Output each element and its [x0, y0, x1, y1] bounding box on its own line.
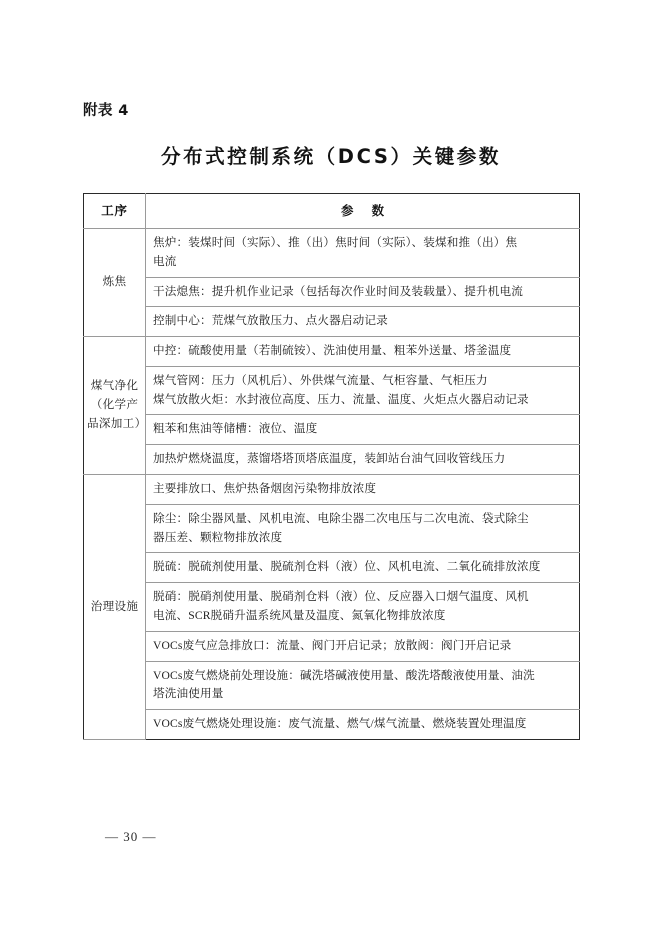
parameter-text-line: 煤气放散火炬：水封液位高度、压力、流量、温度、火炬点火器启动记录: [153, 392, 529, 406]
parameter-cell: [146, 661, 580, 710]
table-row: [84, 277, 580, 307]
parameter-cell: [146, 475, 580, 505]
process-label-line: 品深加工）: [87, 416, 147, 430]
table-head: [84, 194, 580, 229]
parameter-text-line: 脱硝：脱硝剂使用量、脱硝剂仓料（液）位、反应器入口烟气温度、风机: [153, 590, 529, 604]
process-label-line: 炼焦: [102, 275, 127, 289]
page-title: 分布式控制系统（DCS）关键参数: [160, 145, 501, 168]
table-row: [84, 583, 580, 632]
process-label-line: 治理设施: [90, 599, 139, 613]
parameter-text-line: 干法熄焦：提升机作业记录（包括每次作业时间及装载量）、提升机电流: [153, 284, 524, 298]
annex-label: 附表 4: [83, 103, 129, 119]
parameter-text-line: 中控：硫酸使用量（若制硫铵）、洗油使用量、粗苯外送量、塔釜温度: [153, 344, 512, 358]
parameter-cell: [146, 583, 580, 632]
parameter-text-line: VOCs废气应急排放口：流量、阀门开启记录；放散阀：阀门开启记录: [153, 638, 512, 652]
table-row: [84, 445, 580, 475]
page-number-footer: — 30 —: [105, 829, 157, 844]
parameter-text-line: 脱硫：脱硫剂使用量、脱硫剂仓料（液）位、风机电流、二氧化硫排放浓度: [153, 560, 541, 574]
parameter-cell: [146, 366, 580, 415]
table-row: [84, 475, 580, 505]
table-row: [84, 307, 580, 337]
parameter-cell: [146, 337, 580, 367]
dcs-parameters-table-wrapper: [83, 193, 579, 740]
parameter-cell: [146, 229, 580, 278]
table-header-row: [84, 194, 580, 229]
parameter-cell: [146, 710, 580, 740]
parameter-text-line: 除尘：除尘器风量、风机电流、电除尘器二次电压与二次电流、袋式除尘: [153, 511, 529, 525]
process-cell: [84, 475, 146, 740]
table-row: [84, 504, 580, 553]
parameter-cell: [146, 445, 580, 475]
process-cell: [84, 337, 146, 475]
table-row: [84, 710, 580, 740]
parameter-text-line: 塔洗油使用量: [153, 687, 224, 701]
process-label-line: 煤气净化: [90, 379, 139, 393]
process-label-line: （化学产: [90, 398, 139, 412]
process-cell: [84, 229, 146, 337]
table-row: [84, 337, 580, 367]
parameter-cell: [146, 631, 580, 661]
parameter-text-line: 电流: [153, 254, 177, 268]
column-header-process: 工序: [84, 194, 146, 229]
table-row: [84, 415, 580, 445]
column-header-parameters: 参 数: [146, 194, 580, 229]
parameter-text-line: VOCs废气燃烧前处理设施：碱洗塔碱液使用量、酸洗塔酸液使用量、油洗: [153, 668, 535, 682]
parameter-cell: [146, 277, 580, 307]
parameter-cell: [146, 415, 580, 445]
parameter-cell: [146, 307, 580, 337]
parameter-text-line: 煤气管网：压力（风机后）、外供煤气流量、气柜容量、气柜压力: [153, 373, 488, 387]
table-row: [84, 553, 580, 583]
table-body: [84, 229, 580, 740]
parameter-text-line: 控制中心：荒煤气放散压力、点火器启动记录: [153, 314, 388, 328]
table-row: [84, 631, 580, 661]
parameter-text-line: 焦炉：装煤时间（实际）、推（出）焦时间（实际）、装煤和推（出）焦: [153, 236, 518, 249]
dcs-parameters-table: [83, 193, 580, 740]
parameter-text-line: 加热炉燃烧温度，蒸馏塔塔顶塔底温度，装卸站台油气回收管线压力: [153, 452, 506, 466]
parameter-cell: [146, 553, 580, 583]
parameter-text-line: 粗苯和焦油等储槽：液位、温度: [153, 422, 318, 436]
parameter-text-line: VOCs废气燃烧处理设施：废气流量、燃气/煤气流量、燃烧装置处理温度: [153, 717, 527, 731]
table-row: [84, 366, 580, 415]
parameter-text-line: 器压差、颗粒物排放浓度: [153, 530, 283, 544]
table-row: [84, 661, 580, 710]
parameter-text-line: 主要排放口、焦炉热备烟囱污染物排放浓度: [153, 482, 377, 496]
parameter-text-line: 电流、SCR脱硝升温系统风量及温度、氮氧化物排放浓度: [153, 608, 446, 622]
parameter-cell: [146, 504, 580, 553]
table-row: [84, 229, 580, 278]
